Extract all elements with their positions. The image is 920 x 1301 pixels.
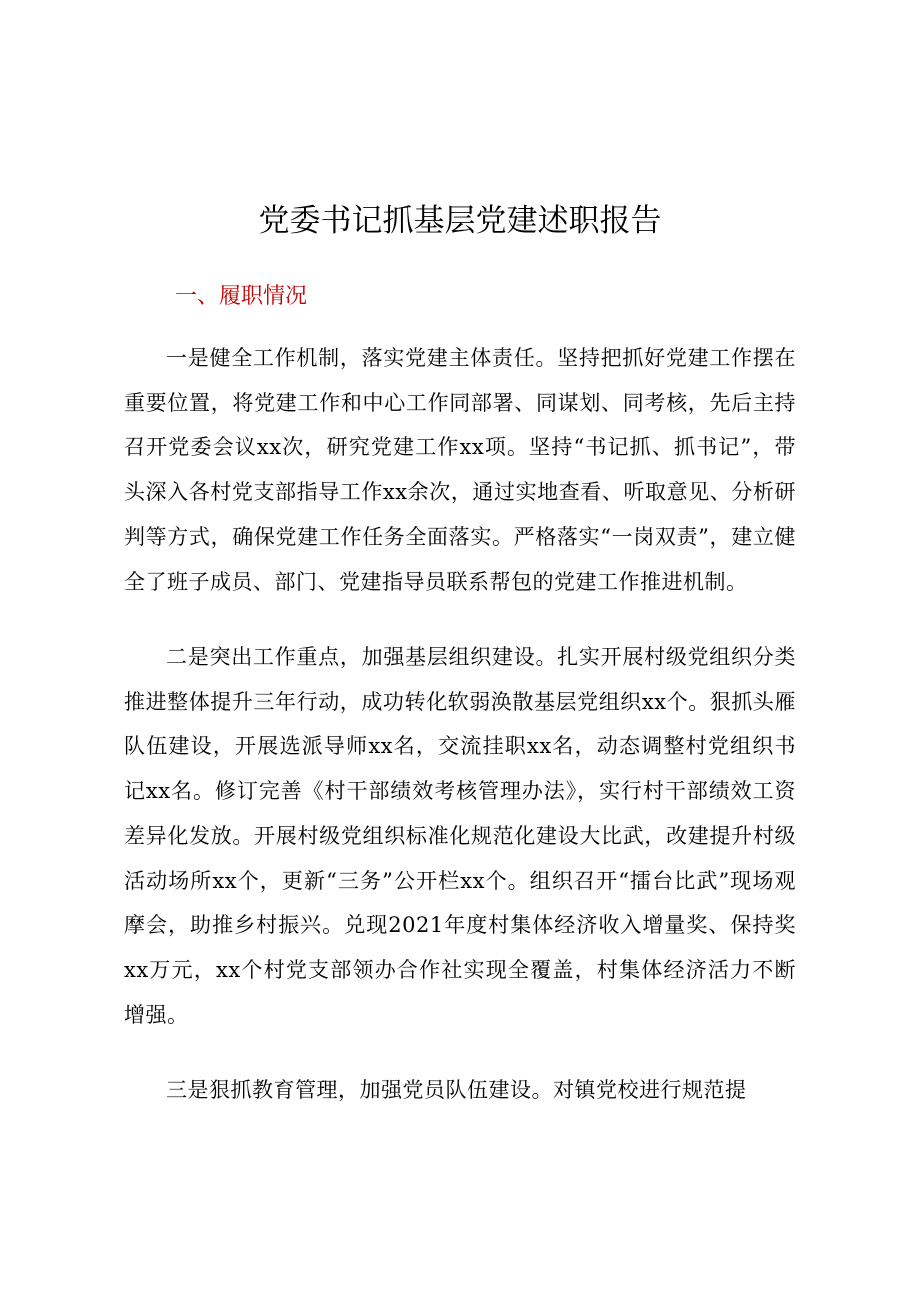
document-title: 党委书记抓基层党建述职报告: [258, 203, 662, 239]
paragraph-1: 一是健全工作机制，落实党建主体责任。坚持把抓好党建工作摆在重要位置，将党建工作和中心工作同部署、同谋划、同考核，先后主持召开党委会议xx次，研究党建工作xx项。坚持“书记抓、抓书记”，带头深入各村党支部指导工作xx余次，通过实地查看、听取意见、分析研判等方式，确保党建工作任务全面落实。严格落实“一岗双责”，建立健全了班子成员、部门、党建指导员联系帮包的党建工作推进机制。: [124, 346, 796, 594]
paragraph-2: 二是突出工作重点，加强基层组织建设。扎实开展村级党组织分类推进整体提升三年行动，成功转化软弱涣散基层党组织xx个。狠抓头雁队伍建设，开展选派导师xx名，交流挂职xx名，动态调整村党组织书记xx名。修订完善《村干部绩效考核管理办法》，实行村干部绩效工资差异化发放。开展村级党组织标准化规范化建设大比武，改建提升村级活动场所xx个，更新“三务”公开栏xx个。组织召开“擂台比武”现场观摩会，助推乡村振兴。兑现2021年度村集体经济收入增量奖、保持奖xx万元，xx个村党支部领办合作社实现全覆盖，村集体经济活力不断增强。: [124, 645, 796, 1027]
section-heading: 一、履职情况: [175, 284, 308, 309]
paragraph-3: 三是狠抓教育管理，加强党员队伍建设。对镇党校进行规范提: [166, 1078, 747, 1102]
